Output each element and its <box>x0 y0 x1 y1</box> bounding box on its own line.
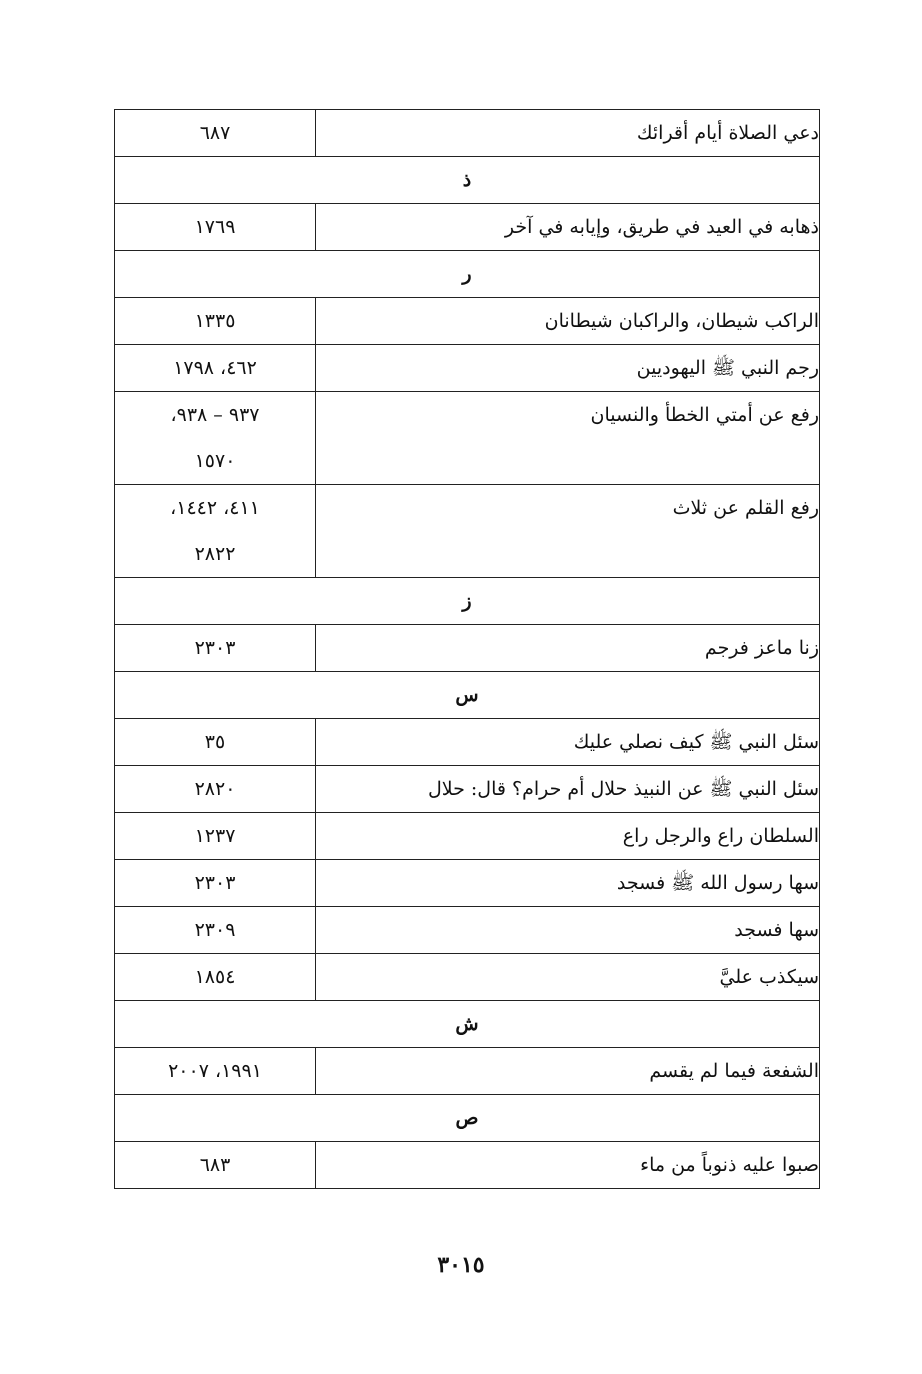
index-entry-row <box>115 860 820 907</box>
index-entry-row <box>115 907 820 954</box>
page-ref: ١٩٩١، ٢٠٠٧ <box>168 1060 262 1082</box>
index-entry-row <box>115 625 820 672</box>
index-entry-row <box>115 766 820 813</box>
entry-page-refs <box>115 204 316 251</box>
entry-text: سها رسول الله ﷺ فسجد <box>316 860 820 907</box>
page-ref: ١٨٥٤ <box>194 966 236 988</box>
page-number: ٣٠١٥ <box>437 1252 485 1278</box>
page-ref: ٢٨٢٠ <box>194 778 236 800</box>
entry-text: ذهابه في العيد في طريق، وإيابه في آخر <box>316 204 820 251</box>
entry-text: دعي الصلاة أيام أقرائك <box>316 110 820 157</box>
entry-page-refs <box>115 719 316 766</box>
entry-text: سها فسجد <box>316 907 820 954</box>
entry-page-refs <box>115 298 316 345</box>
entry-text: رجم النبي ﷺ اليهوديين <box>316 345 820 392</box>
letter-heading: ذ <box>115 157 820 204</box>
letter-heading-row <box>115 578 820 625</box>
index-entry-row <box>115 954 820 1001</box>
page-ref: ١٧٦٩ <box>194 216 236 238</box>
entry-page-refs <box>115 1142 316 1189</box>
entry-page-refs <box>115 345 316 392</box>
index-entry-row <box>115 392 820 485</box>
index-entry-row <box>115 485 820 578</box>
index-entry-row <box>115 345 820 392</box>
index-entry-row <box>115 813 820 860</box>
entry-page-refs <box>115 1048 316 1095</box>
entry-text: صبوا عليه ذنوباً من ماء <box>316 1142 820 1189</box>
entry-page-refs <box>115 860 316 907</box>
entry-page-refs <box>115 485 316 578</box>
letter-heading: س <box>115 672 820 719</box>
page-ref: ٢٣٠٣ <box>194 872 236 894</box>
entry-page-refs <box>115 766 316 813</box>
page-ref: ٤٦٢، ١٧٩٨ <box>173 357 257 379</box>
page-ref: ٣٥ <box>204 731 226 753</box>
index-entry-row <box>115 204 820 251</box>
entry-text: رفع القلم عن ثلاث <box>316 485 820 578</box>
index-entry-row <box>115 298 820 345</box>
page-ref: ٢٨٢٢ <box>194 543 236 565</box>
entry-text: سيكذب عليَّ <box>316 954 820 1001</box>
letter-heading-row <box>115 1001 820 1048</box>
entry-page-refs <box>115 907 316 954</box>
entry-text: سئل النبي ﷺ عن النبيذ حلال أم حرام؟ قال: حلال <box>316 766 820 813</box>
index-entry-row <box>115 1048 820 1095</box>
entry-text: الراكب شيطان، والراكبان شيطانان <box>316 298 820 345</box>
letter-heading: ر <box>115 251 820 298</box>
index-entry-row <box>115 1142 820 1189</box>
page-ref: ١٣٣٥ <box>194 310 236 332</box>
entry-page-refs <box>115 954 316 1001</box>
entry-text: زنا ماعز فرجم <box>316 625 820 672</box>
index-entry-row <box>115 719 820 766</box>
entry-text: سئل النبي ﷺ كيف نصلي عليك <box>316 719 820 766</box>
letter-heading-row <box>115 157 820 204</box>
index-table-body <box>115 110 820 1189</box>
entry-text: السلطان راع والرجل راع <box>316 813 820 860</box>
letter-heading-row <box>115 251 820 298</box>
hadith-index-table <box>114 109 820 1189</box>
page-ref: ٦٨٧ <box>199 122 231 144</box>
page-ref: ١٢٣٧ <box>194 825 236 847</box>
letter-heading: ز <box>115 578 820 625</box>
letter-heading-row <box>115 1095 820 1142</box>
entry-page-refs <box>115 392 316 485</box>
entry-page-refs <box>115 110 316 157</box>
entry-text: الشفعة فيما لم يقسم <box>316 1048 820 1095</box>
page-ref: ٤١١، ١٤٤٢، <box>170 497 260 519</box>
letter-heading: ص <box>115 1095 820 1142</box>
page-ref: ٦٨٣ <box>199 1154 231 1176</box>
letter-heading-row <box>115 672 820 719</box>
page-ref: ٢٣٠٩ <box>194 919 236 941</box>
page-ref: ٩٣٧ – ٩٣٨، <box>170 404 260 426</box>
index-entry-row <box>115 110 820 157</box>
entry-page-refs <box>115 813 316 860</box>
entry-page-refs <box>115 625 316 672</box>
page-ref: ١٥٧٠ <box>194 450 236 472</box>
page-ref: ٢٣٠٣ <box>194 637 236 659</box>
letter-heading: ش <box>115 1001 820 1048</box>
entry-text: رفع عن أمتي الخطأ والنسيان <box>316 392 820 485</box>
